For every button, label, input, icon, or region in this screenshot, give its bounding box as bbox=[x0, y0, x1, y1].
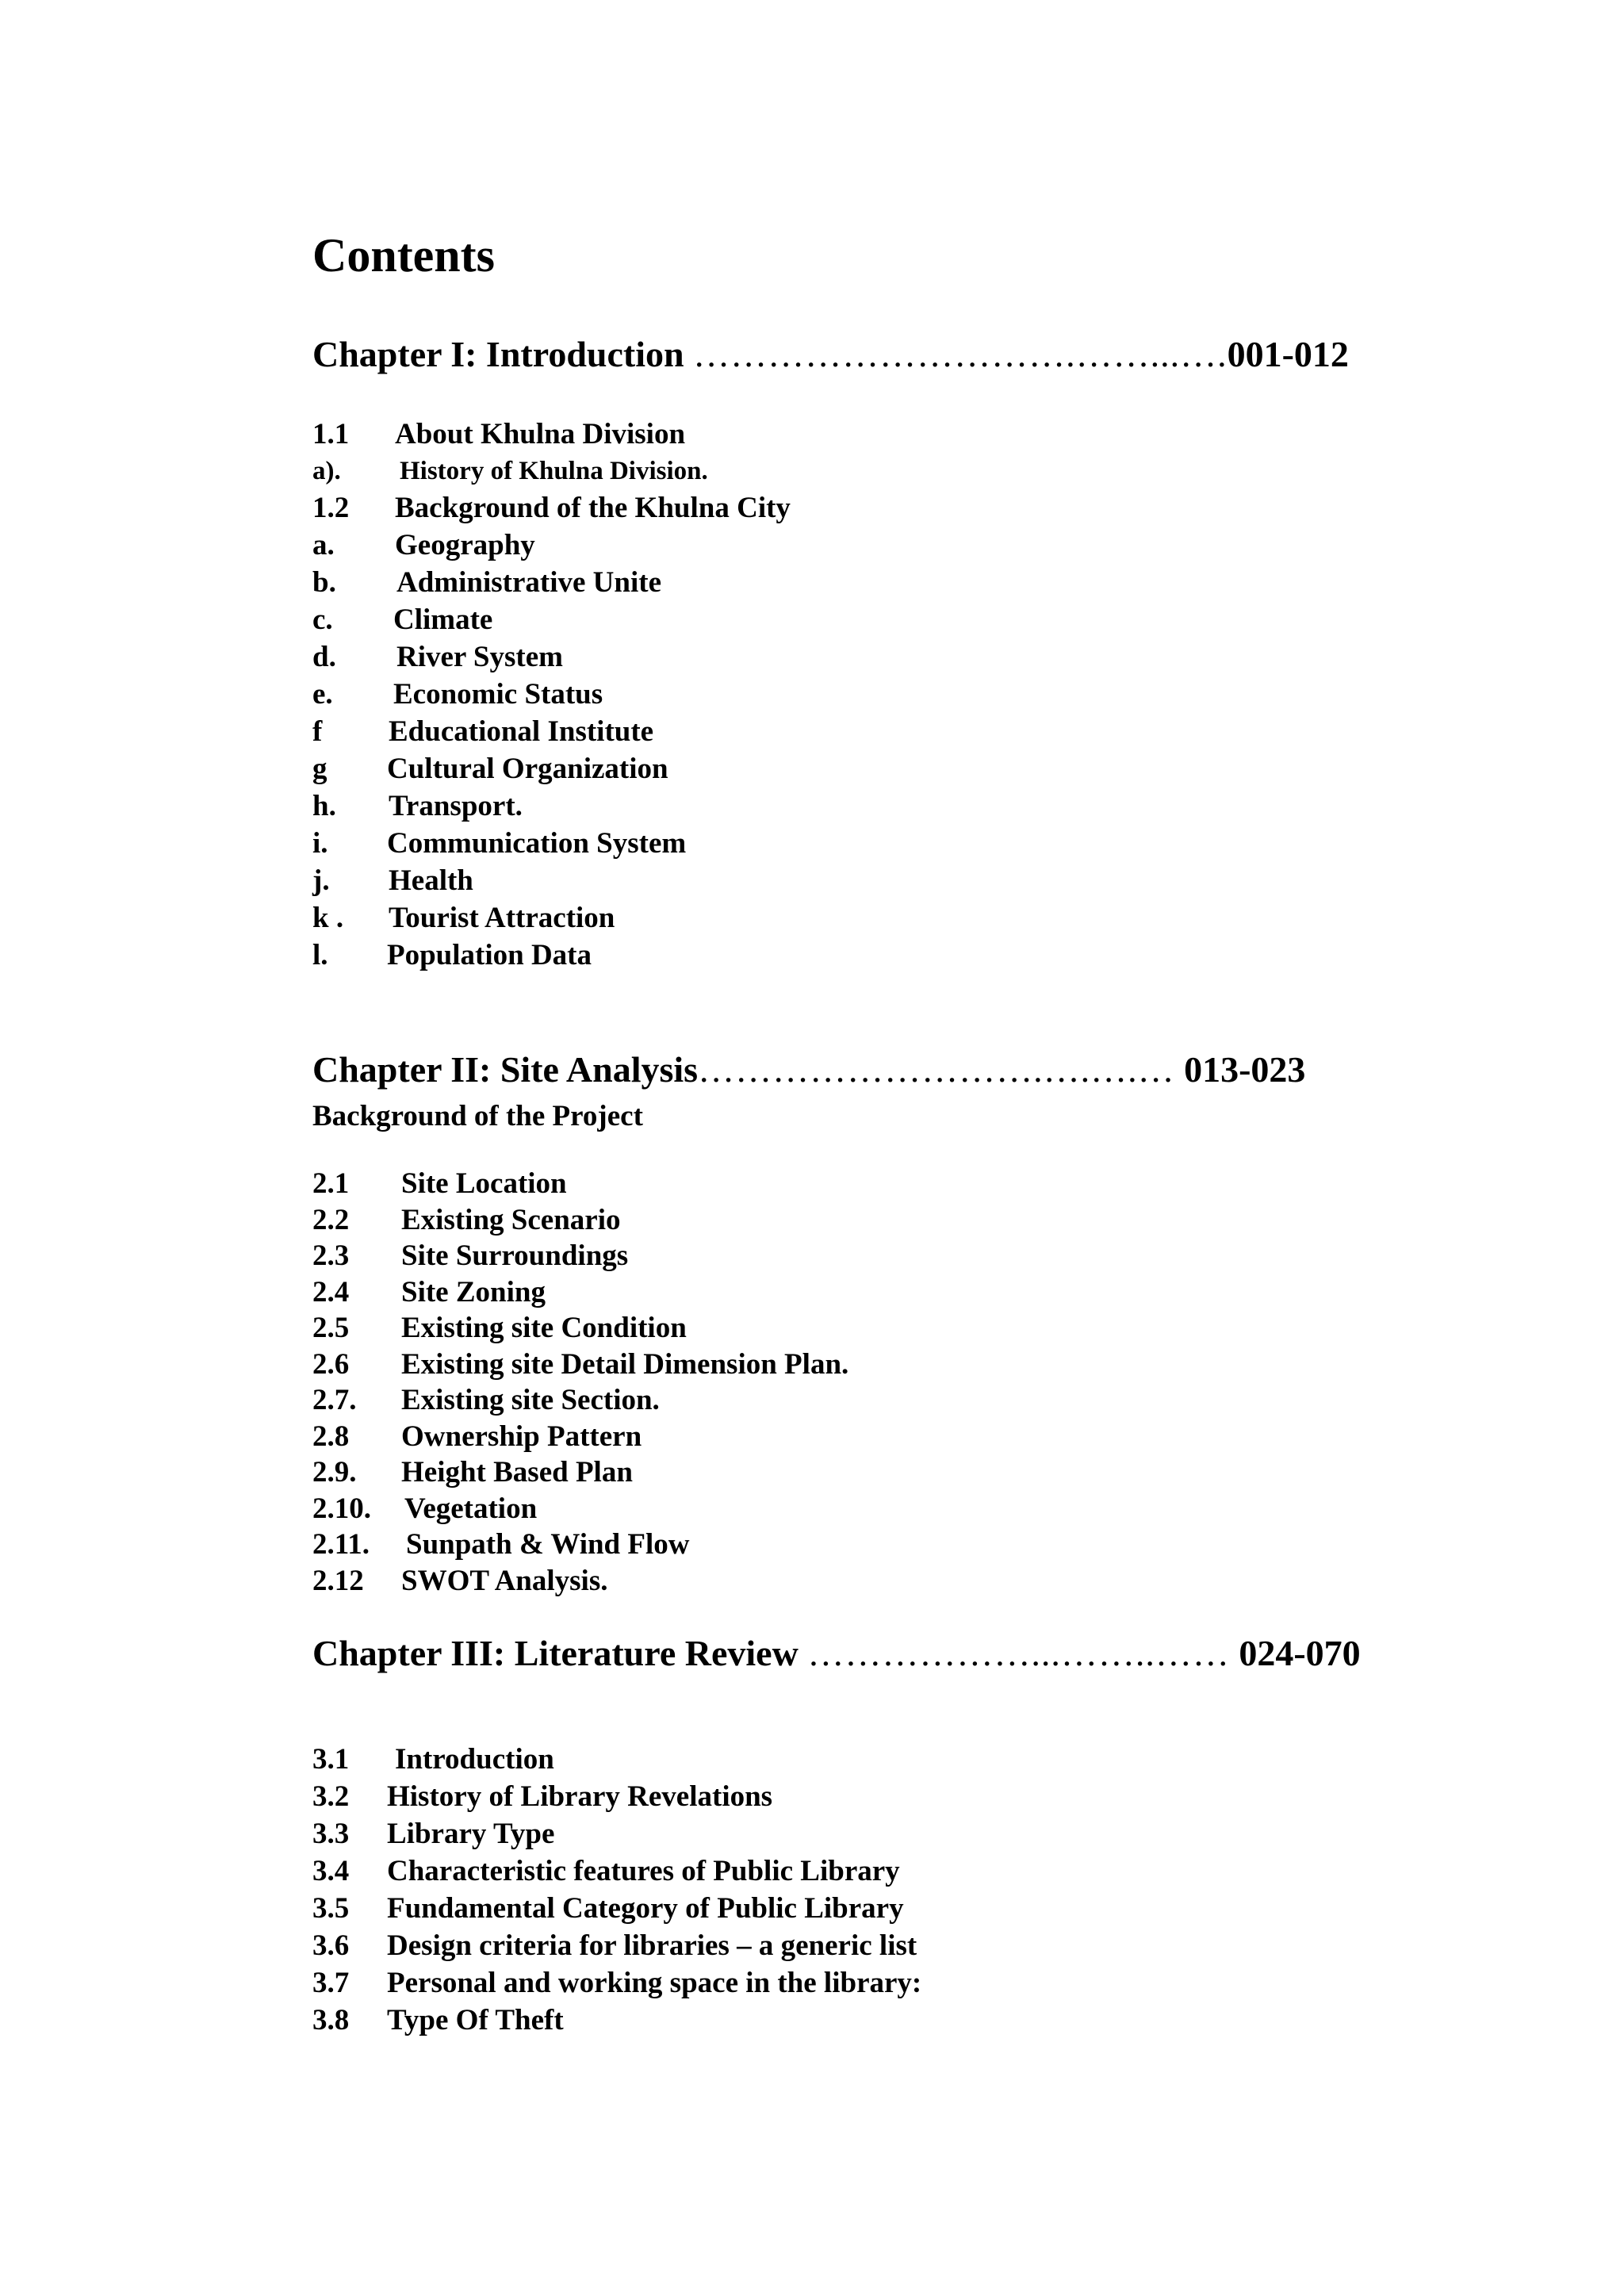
chapter-1-pages: 001-012 bbox=[1227, 334, 1349, 374]
item-label: Climate bbox=[393, 603, 493, 636]
item-label: Administrative Unite bbox=[396, 566, 661, 599]
item-number: 2.12 bbox=[312, 1564, 364, 1597]
list-item bbox=[312, 1778, 773, 1815]
item-number: l. bbox=[312, 939, 328, 971]
item-label: Personal and working space in the library: bbox=[387, 1967, 922, 1999]
list-item bbox=[312, 489, 791, 527]
list-item bbox=[312, 1491, 538, 1527]
item-label: Sunpath & Wind Flow bbox=[406, 1528, 690, 1561]
item-label: Transport. bbox=[389, 790, 523, 822]
item-label: Design criteria for libraries – a generic list bbox=[387, 1929, 917, 1962]
list-item bbox=[312, 1347, 849, 1383]
list-item bbox=[312, 676, 603, 713]
list-item bbox=[312, 1310, 687, 1347]
item-number: j. bbox=[312, 864, 330, 897]
item-label: Height Based Plan bbox=[401, 1456, 633, 1488]
item-label: Geography bbox=[395, 529, 535, 561]
item-number: 2.3 bbox=[312, 1239, 350, 1272]
list-item bbox=[312, 1166, 567, 1202]
item-number: 2.6 bbox=[312, 1347, 350, 1381]
item-label: Background of the Khulna City bbox=[395, 492, 791, 524]
item-number: 2.9. bbox=[312, 1456, 357, 1488]
item-number: a. bbox=[312, 529, 335, 561]
item-number: e. bbox=[312, 678, 333, 711]
list-item bbox=[312, 564, 661, 601]
item-number: f bbox=[312, 715, 323, 748]
item-label: Existing site Condition bbox=[401, 1312, 687, 1344]
item-label: Communication System bbox=[387, 827, 687, 860]
item-number: g bbox=[312, 753, 327, 785]
list-item bbox=[312, 1274, 546, 1311]
list-item bbox=[312, 1927, 917, 1964]
item-label: Existing site Section. bbox=[401, 1384, 660, 1416]
item-label: About Khulna Division bbox=[395, 418, 686, 450]
list-item bbox=[312, 862, 473, 899]
item-label: Characteristic features of Public Library bbox=[387, 1855, 900, 1887]
item-number: 2.10. bbox=[312, 1492, 371, 1525]
list-item bbox=[312, 1964, 922, 2002]
item-number: 3.5 bbox=[312, 1892, 350, 1925]
item-label: History of Khulna Division. bbox=[400, 457, 708, 485]
item-label: SWOT Analysis. bbox=[401, 1564, 608, 1597]
list-item bbox=[312, 2002, 564, 2039]
item-label: Tourist Attraction bbox=[389, 902, 615, 934]
item-label: Educational Institute bbox=[389, 715, 654, 748]
list-item bbox=[312, 453, 708, 489]
item-label: History of Library Revelations bbox=[387, 1780, 773, 1813]
chapter-2-subtitle: Background of the Project bbox=[312, 1100, 643, 1132]
chapter-1-leader-dots: ………………………….……...…. bbox=[693, 334, 1228, 374]
chapter-1-contents-list bbox=[312, 416, 791, 974]
chapter-3-leader-dots: ………………...……..…… bbox=[807, 1633, 1230, 1673]
item-number: 2.7. bbox=[312, 1384, 357, 1416]
item-label: Introduction bbox=[395, 1743, 554, 1776]
item-number: c. bbox=[312, 603, 333, 636]
list-item bbox=[312, 601, 493, 638]
item-label: Cultural Organization bbox=[387, 753, 668, 785]
item-number: 2.5 bbox=[312, 1312, 350, 1344]
list-item bbox=[312, 937, 592, 974]
list-item bbox=[312, 1563, 608, 1600]
list-item bbox=[312, 1419, 642, 1455]
item-number: d. bbox=[312, 641, 336, 673]
list-item bbox=[312, 1202, 621, 1239]
list-item bbox=[312, 1890, 904, 1927]
list-item bbox=[312, 825, 687, 862]
chapter-3-title: Chapter III: Literature Review bbox=[312, 1633, 799, 1673]
chapter-3-contents-list bbox=[312, 1741, 922, 2039]
list-item bbox=[312, 750, 668, 787]
item-label: Ownership Pattern bbox=[401, 1420, 642, 1453]
item-label: Existing site Detail Dimension Plan. bbox=[401, 1347, 849, 1381]
item-number: 1.1 bbox=[312, 418, 350, 450]
item-number: 2.1 bbox=[312, 1167, 350, 1200]
list-item bbox=[312, 527, 535, 564]
item-label: Existing Scenario bbox=[401, 1203, 621, 1236]
item-label: Economic Status bbox=[393, 678, 603, 711]
item-label: Population Data bbox=[387, 939, 592, 971]
item-number: b. bbox=[312, 566, 336, 599]
item-label: Site Zoning bbox=[401, 1275, 546, 1308]
item-label: Site Surroundings bbox=[401, 1239, 629, 1272]
item-number: 3.2 bbox=[312, 1780, 350, 1813]
item-number: 3.4 bbox=[312, 1855, 350, 1887]
list-item bbox=[312, 1527, 690, 1563]
list-item bbox=[312, 638, 563, 676]
list-item bbox=[312, 1382, 660, 1419]
item-number: 2.8 bbox=[312, 1420, 350, 1453]
chapter-2-heading bbox=[312, 1049, 1306, 1090]
item-label: Site Location bbox=[401, 1167, 567, 1200]
list-item bbox=[312, 1741, 554, 1778]
item-number: 2.4 bbox=[312, 1275, 350, 1308]
list-item bbox=[312, 899, 615, 937]
chapter-2-title: Chapter II: Site Analysis bbox=[312, 1049, 699, 1090]
item-number: k . bbox=[312, 902, 344, 934]
list-item bbox=[312, 1815, 555, 1852]
item-number: 3.6 bbox=[312, 1929, 350, 1962]
item-number: i. bbox=[312, 827, 328, 860]
item-label: Fundamental Category of Public Library bbox=[387, 1892, 904, 1925]
list-item bbox=[312, 713, 654, 750]
item-label: Type Of Theft bbox=[387, 2004, 564, 2036]
item-label: Library Type bbox=[387, 1818, 555, 1850]
page-title: Contents bbox=[312, 229, 496, 282]
item-number: a). bbox=[312, 457, 341, 485]
list-item bbox=[312, 1454, 633, 1491]
chapter-2-pages: 013-023 bbox=[1184, 1049, 1306, 1090]
item-label: Vegetation bbox=[404, 1492, 538, 1525]
chapter-2-contents-list bbox=[312, 1166, 849, 1599]
item-number: 3.1 bbox=[312, 1743, 350, 1776]
item-number: 1.2 bbox=[312, 492, 350, 524]
list-item bbox=[312, 787, 523, 825]
list-item bbox=[312, 1238, 629, 1274]
item-number: 3.3 bbox=[312, 1818, 350, 1850]
item-number: 2.11. bbox=[312, 1528, 370, 1561]
chapter-1-title: Chapter I: Introduction bbox=[312, 334, 684, 374]
item-number: 3.8 bbox=[312, 2004, 350, 2036]
item-label: Health bbox=[389, 864, 473, 897]
item-number: h. bbox=[312, 790, 336, 822]
item-number: 3.7 bbox=[312, 1967, 350, 1999]
chapter-2-leader-dots: ……………………….….….… bbox=[698, 1049, 1175, 1090]
chapter-1-heading bbox=[312, 336, 1349, 373]
list-item bbox=[312, 416, 686, 453]
item-label: River System bbox=[396, 641, 563, 673]
list-item bbox=[312, 1852, 900, 1890]
item-number: 2.2 bbox=[312, 1203, 350, 1236]
chapter-3-heading bbox=[312, 1635, 1361, 1672]
chapter-3-pages: 024-070 bbox=[1239, 1633, 1361, 1673]
